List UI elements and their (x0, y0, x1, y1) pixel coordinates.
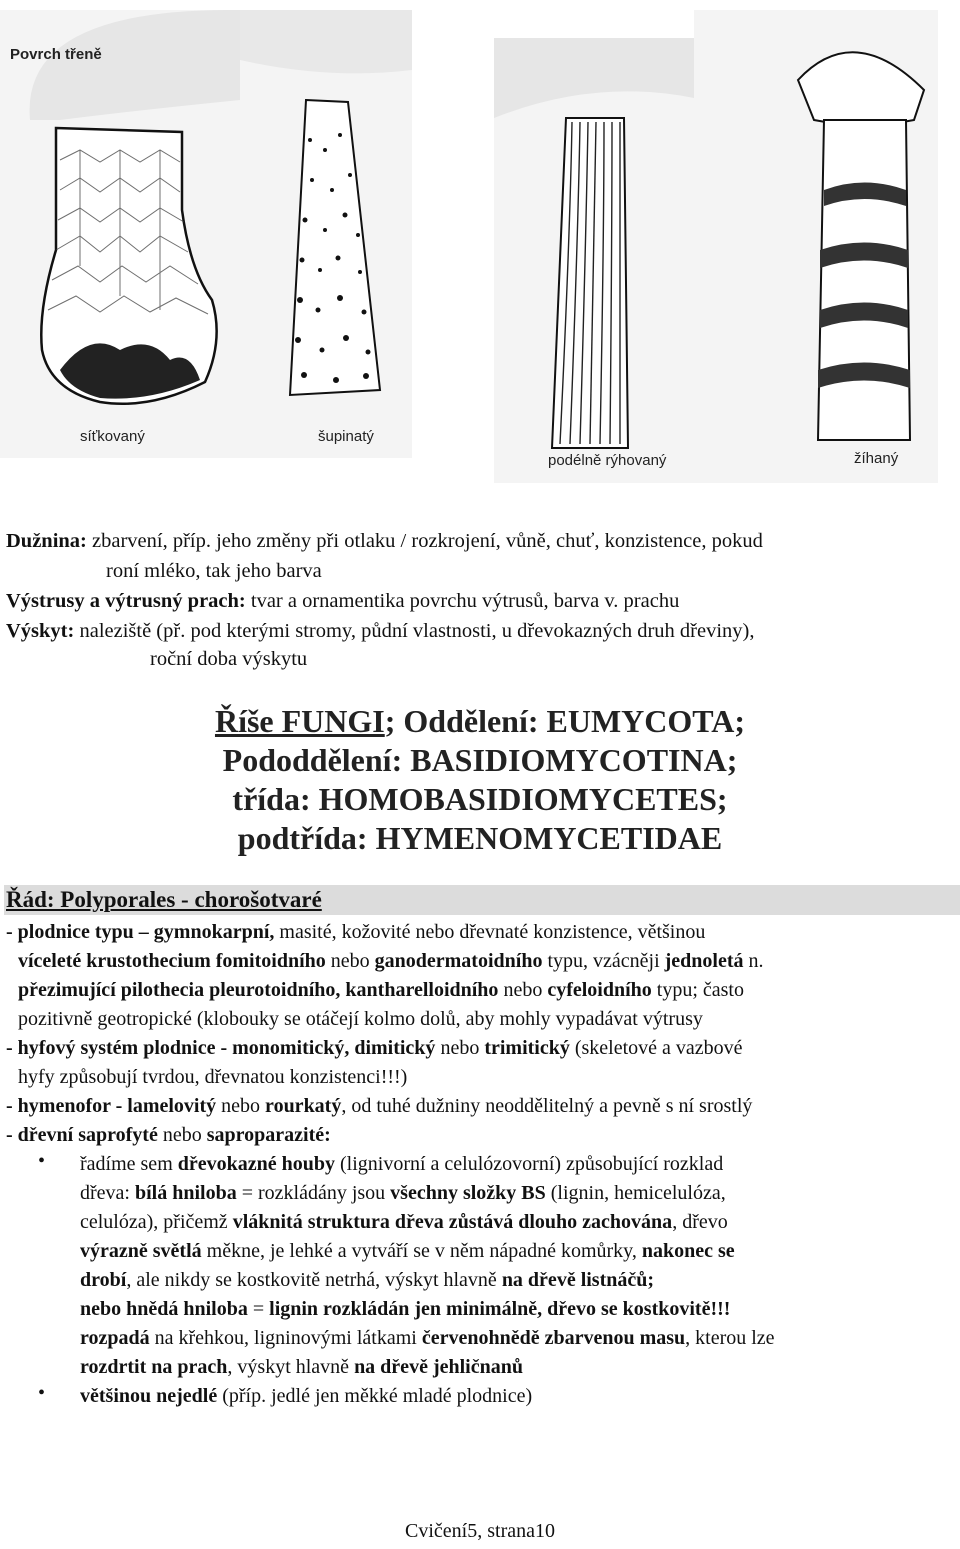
striate-stipe-drawing (494, 38, 694, 483)
t-b1c: (lignivorní a celulózovorní) způsobující rozklad (335, 1153, 724, 1175)
t-p7d: , od tuhé dužniny neoddělitelný a pevně s ní srostlý (341, 1095, 753, 1117)
body-line-3 (18, 976, 744, 1005)
t-b4b: měkne, je lehké a vytváří se v něm nápadné komůrky, (201, 1240, 642, 1262)
b-b3b: vláknitá struktura dřeva zůstává dlouho zachována (232, 1211, 673, 1233)
bullet-line-9 (80, 1382, 532, 1411)
b-b8a: rozdrtit na prach (80, 1356, 228, 1378)
b-b9a: většinou nejedlé (80, 1385, 218, 1407)
b-p2a: víceleté krustothecium fomitoidního (18, 950, 326, 972)
t-p2f: n. (743, 950, 764, 972)
bullet-1: • (38, 1150, 46, 1172)
t-b6b: = (247, 1298, 270, 1320)
intro-line-5: roční doba výskytu (150, 648, 308, 670)
t-p7b: nebo (216, 1095, 266, 1117)
b-p2e: jednoletá (664, 950, 744, 972)
intro-line-4 (6, 616, 755, 646)
reticulate-stipe-drawing (0, 10, 240, 458)
t-p2b: nebo (325, 950, 375, 972)
b-b1b: dřevokazné houby (177, 1153, 335, 1175)
order-heading (4, 885, 960, 915)
t-b7b: na křehkou, ligninovými látkami (149, 1327, 422, 1349)
b-b2d: všechny složky BS (390, 1182, 546, 1204)
b-p7a: - hymenofor - lamelovitý (6, 1095, 217, 1117)
t-p5d: (skeletové a vazbové (569, 1037, 743, 1059)
t-b2e: (lignin, hemicelulóza, (545, 1182, 726, 1204)
t-b5b: , ale nikdy se kostkovitě netrhá, výskyt hlavně (126, 1269, 502, 1291)
b-p8c: saproparazité: (206, 1124, 331, 1146)
intro-3-text: tvar a ornamentika povrchu výtrusů, barva v. prachu (245, 590, 680, 612)
label-duznina: Dužnina: (6, 530, 87, 552)
taxonomy-line-2: Pododdělení: BASIDIOMYCOTINA; (222, 742, 738, 778)
b-p5c: trimitický (484, 1037, 570, 1059)
bullet-line-3 (80, 1208, 728, 1237)
body-line-4: pozitivně geotropické (klobouky se otáčejí kolmo dolů, aby mohly vypadávat výtrusy (18, 1008, 703, 1030)
b-b4c: nakonec se (641, 1240, 735, 1262)
fig1-caption: síťkovaný (80, 428, 145, 445)
t-p3b: nebo (498, 979, 548, 1001)
b-b5c: na dřevě listnáčů; (501, 1269, 655, 1291)
bullet-line-5 (80, 1266, 654, 1295)
body-line-8 (6, 1121, 331, 1150)
bullet-line-7 (80, 1324, 775, 1353)
bullet-line-2 (80, 1179, 726, 1208)
b-b7c: červenohnědě zbarvenou masu (421, 1327, 686, 1349)
t-b1a: řadíme sem (80, 1153, 178, 1175)
t-b3a: celulóza), přičemž (80, 1211, 233, 1233)
body-line-1 (6, 918, 705, 947)
b-p8a: - dřevní saprofyté (6, 1124, 158, 1146)
body-line-5 (6, 1034, 743, 1063)
b-b2b: bílá hniloba (134, 1182, 237, 1204)
body-line-6: hyfy způsobují tvrdou, dřevnatou konzistenci!!!) (18, 1066, 408, 1088)
b-b6c: lignin rozkládán jen minimálně, dřevo se kostkovitě!!! (269, 1298, 731, 1320)
intro-line-1 (6, 526, 763, 556)
intro-4-text: naleziště (př. pod kterými stromy, půdní vlastnosti, u dřevokazných druh dřeviny), (74, 620, 755, 642)
figure-striate-stipe (494, 38, 694, 483)
t-b9b: (příp. jedlé jen měkké mladé plodnice) (217, 1385, 533, 1407)
b-p3c: cyfeloidního (547, 979, 652, 1001)
b-p7c: rourkatý (265, 1095, 342, 1117)
b-b6a: nebo hnědá hniloba (80, 1298, 248, 1320)
t-b7d: , kterou lze (685, 1327, 775, 1349)
figure-banded-stipe (694, 10, 938, 483)
taxonomy-line-3: třída: HOMOBASIDIOMYCETES; (232, 781, 728, 817)
bullet-2: • (38, 1382, 46, 1404)
scaly-stipe-drawing (240, 10, 412, 458)
t-p2d: typu, vzácněji (542, 950, 665, 972)
label-vytrusy: Výstrusy a výtrusný prach: (6, 590, 246, 612)
taxonomy-kingdom: Říše FUNGI (214, 703, 385, 739)
body-line-7 (6, 1092, 752, 1121)
b-p3a: přezimující pilothecia pleurotoidního, kantharelloidního (18, 979, 499, 1001)
b-b4a: výrazně světlá (80, 1240, 202, 1262)
fig3-caption: podélně rýhovaný (548, 452, 667, 469)
intro-line-3 (6, 586, 679, 616)
b-p1a: - plodnice typu – gymnokarpní, (6, 921, 275, 943)
intro-1-text: zbarvení, příp. jeho změny při otlaku / rozkrojení, vůně, chuť, konzistence, pokud (86, 530, 763, 552)
t-b8b: , výskyt hlavně (227, 1356, 355, 1378)
intro-line-2: roní mléko, tak jeho barva (106, 560, 322, 582)
t-b2c: = rozkládány jsou (236, 1182, 391, 1204)
t-b2a: dřeva: (80, 1182, 135, 1204)
t-p1b: masité, kožovité nebo dřevnaté konzistence, většinou (274, 921, 706, 943)
order-title: Řád: Polyporales - chorošotvaré (6, 887, 322, 912)
b-b8c: na dřevě jehličnanů (354, 1356, 523, 1378)
taxonomy-line-1 (0, 700, 960, 742)
page-footer: Cvičení5, strana10 (405, 1520, 555, 1542)
b-p2c: ganodermatoidního (374, 950, 543, 972)
bullet-line-6 (80, 1295, 730, 1324)
t-b3c: , dřevo (672, 1211, 728, 1233)
label-vyskyt: Výskyt: (6, 620, 75, 642)
t-p8b: nebo (157, 1124, 207, 1146)
taxonomy-division: ; Oddělení: EUMYCOTA; (384, 703, 746, 739)
fig1-title: Povrch třeně (10, 46, 102, 63)
fig2-caption: šupinatý (318, 428, 374, 445)
t-p5b: nebo (435, 1037, 485, 1059)
b-p5a: - hyfový systém plodnice - monomitický, dimitický (6, 1037, 436, 1059)
figure-reticulate-stipe (0, 10, 240, 458)
banded-stipe-drawing (694, 10, 938, 483)
b-b7a: rozpadá (80, 1327, 150, 1349)
b-b5a: drobí (80, 1269, 127, 1291)
body-line-2 (18, 947, 764, 976)
bullet-line-8 (80, 1353, 523, 1382)
bullet-line-1 (80, 1150, 723, 1179)
bullet-line-4 (80, 1237, 735, 1266)
t-p3d: typu; často (651, 979, 744, 1001)
taxonomy-line-4: podtřída: HYMENOMYCETIDAE (237, 820, 723, 856)
fig4-caption: žíhaný (854, 450, 899, 467)
figure-scaly-stipe (240, 10, 412, 458)
